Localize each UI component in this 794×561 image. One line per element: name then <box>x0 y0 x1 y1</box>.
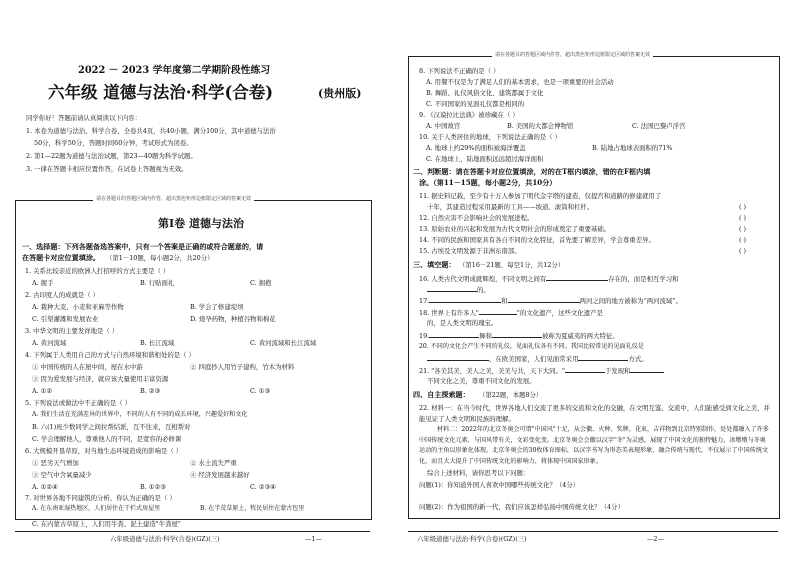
notice-heading: 同学你好！答题前请认真阅读以下内容： <box>26 114 142 122</box>
footer-title: 六年级道德与法治·科学(合卷)(GZ)(三) <box>110 535 220 543</box>
judge-item: 13. 原始农业的兴起和发展为古代文明社会的形成奠定了重要基础。 <box>419 225 611 233</box>
question: 10. 关于人类居住的地球，下列说法正确的是（ ） <box>419 133 562 141</box>
option: C. 不同国家的见面礼仪都是相同的 <box>426 100 525 108</box>
option: C. 法国巴黎卢浮宫 <box>632 122 686 130</box>
page-number: —1— <box>305 535 322 543</box>
notice-line: 2. 第1—22题为道德与法治试题，第23—40题为科学试题。 <box>26 152 197 160</box>
judge-item: 12. 自然灾害不会影响社会的发展进程。 <box>419 214 534 222</box>
problem-two: 问题(2)：作为祖国的新一代，我们应该怎样弘扬中国传统文化？（4分） <box>419 503 624 511</box>
question: 5. 下列说法或做法中不正确的是（ ） <box>25 399 132 407</box>
fill-item-cont: 不同文化之美，尊重不同文化的发展。 <box>427 377 536 385</box>
box-hint: 请在各题目的答题区域内作答，超出黑色矩形边框限定区域的答案无效 <box>492 53 653 58</box>
option: B. ①②③ <box>140 483 166 491</box>
section-title: 二、判断题：请在答题卡对应位置填涂，对的在T框内填涂，错的在F框内填 <box>413 167 651 176</box>
judge-item: 11. 据史料记载，至少有十万人参加了明代金字塔的建造，仅提宫和道路的修建就用了 <box>419 192 662 200</box>
option: C. 拥抱 <box>250 279 272 287</box>
exam-edition: (贵州版) <box>318 87 362 100</box>
option: A. 地球上约29%的面积被海洋覆盖 <box>426 144 526 152</box>
material-one: 22. 材料一：在当今时代，世界各地人们交流了更多的交流和文化的交融，在文明互鉴、交流中，人们能感受到文化之美，并能见证了人类文明和民族的理解。 <box>419 404 770 423</box>
option: C. ①③ <box>250 387 271 395</box>
option: B. 舞蹈、礼仪风俗文化、建筑都属于文化 <box>426 89 544 97</box>
footer-rule <box>15 531 370 532</box>
section-title-cont: 涂。（第11－15题，每小题2分，共10分） <box>419 178 557 187</box>
option: B. 美国的大都会博物馆 <box>507 122 574 130</box>
problem-one: 问题(1)：你知道外国人喜欢中国哪些传统文化？（4分） <box>419 481 580 489</box>
fill-item: 21. "各美其美，美人之美，美美与共，天下大同。" 于发现和 <box>419 367 664 374</box>
option: A. 中国故宫 <box>426 122 461 130</box>
fill-item-cont: 的，是人类文明的瑰宝。 <box>427 319 498 327</box>
option: ③ 空气中含氧量减少 <box>32 471 92 479</box>
option: ③ 因为爱发展与经济，就应该大量使用丰富资源 <box>32 375 169 383</box>
option: A. 用餐不仅是为了满足人们的基本需求，也是一项重要的社会活动 <box>426 78 614 86</box>
fill-item: 18. 世界上有许多人" "的文化遗产，这些文化遗产是 <box>419 309 603 317</box>
judge-bracket: ( ) <box>739 236 747 244</box>
option: B. ②③ <box>140 387 161 395</box>
material-two: 材料二：2022年的北京冬奥会可谓"中国风"十足，从会徽、火种、奖牌、花束，吉祥物到北京特别制作，处处都融入了许多中国传统文化元素，与国风带有关，文彩变化变。北京冬奥会会徽以汉字"冬"为灵感，展现了中国文化的独特魅力，冰墩墩与冬奥运动的主角以形象化体现。北京冬奥会的30枚体育图标，以汉字书写为形态美表现形象，融合传统与现代，不仅展示了中国传统文化，而且大大提升了中国传统文化的影响力，将体现中国国家形象。 <box>419 426 769 465</box>
option: C. 引渠灌溉和发展农业 <box>32 315 99 323</box>
option: C. 在内蒙古草原上，人们用牛粪、泥土建造"牛粪屋" <box>32 520 181 528</box>
option: C. 黄河流域和长江流域 <box>250 339 317 347</box>
footer-title: 六年级道德与法治·科学(合卷)(GZ)(三) <box>417 535 527 543</box>
question: 1. 关系比较亲近的欧洲人打招呼的方式主要是（ ） <box>25 267 170 275</box>
option: A. 栽种大麦、小麦和亚麻等作物 <box>32 303 124 311</box>
section-title-cont: 在答题卡对应位置填涂。 <box>22 253 101 262</box>
judge-bracket: ( ) <box>739 247 747 255</box>
option: D. 烧孕药物，种植谷物和棉花 <box>190 315 276 323</box>
fill-item: 17. 和 两河之间的地方被称为“两河流域”。 <box>419 297 682 305</box>
question: 8. 下列说法不正确的是（ ） <box>419 67 500 75</box>
option: C. 在地球上，陆地面积远远超过海洋面积 <box>426 155 544 163</box>
page-right <box>397 0 794 561</box>
question: 4. 下列属于人类用自己的方式与自然环境和谐相处的是（ ） <box>25 351 195 359</box>
notice-line: 1. 本卷为道德与法治、科学合卷，全卷共4页，共40小题，满分100分，其中道德与法治 <box>26 127 276 135</box>
option: A. ①②④ <box>32 483 58 491</box>
section-note: （第1－10题，每小题2分，共20分） <box>106 254 214 262</box>
section-note: （第16－21题，每空1分，共12分） <box>459 261 565 269</box>
page-number: —2— <box>647 535 664 543</box>
judge-bracket: ( ) <box>739 225 747 233</box>
option: A. 握手 <box>32 279 54 287</box>
footer-rule <box>408 531 778 532</box>
option: B. 行贴面礼 <box>140 279 175 287</box>
judge-bracket: ( ) <box>739 214 747 222</box>
option: B. 陆地占地球表面积的71% <box>592 144 673 152</box>
exam-title: 2022 － 2023 学年度第二学期阶段性练习 <box>78 65 271 76</box>
question: 9. 《汉谟拉比法典》被珍藏在（ ） <box>419 111 519 119</box>
option: A. 黄河流域 <box>32 339 67 347</box>
section-title: 四、自主探索题： <box>413 390 470 399</box>
notice-line: 50分，科学50分，答题时间60分钟，考试形式为闭卷。 <box>34 139 193 147</box>
section-title: 一、选择题：下列各题备选答案中，只有一个答案是正确的或符合题意的，请 <box>22 242 264 251</box>
option: ② 四庭抄人用竹子建构，竹木为材料 <box>190 363 295 371</box>
part-title: 第Ⅰ卷 道德与法治 <box>158 217 244 230</box>
notice-line: 3. 一律在答题卡相应位置作答，在试卷上答题视为无效。 <box>26 165 188 173</box>
option: ① 中国传统的人在屋中间，屋在水中游 <box>32 363 143 371</box>
question: 6. 大规模开垦草原，对当地生态环境造成的影响是（ ） <box>25 447 183 455</box>
fill-item-cont: ，在欧美国家，人们见面常采用 方式。 <box>427 355 648 362</box>
judge-item: 十年，其建造过程采用最新的工具——坡道、滚筒和杠杆。 <box>427 203 594 211</box>
option: C. ②③④ <box>250 483 276 491</box>
option: B. 六(1)班少数同学之间拉帮结派，互不往来，互相帮对 <box>32 423 191 431</box>
option: ② 水土流失严重 <box>190 459 237 467</box>
fill-item: 16. 人类古代文明成就辉煌，不同文明之间有 存在的，而是相互学习和 <box>419 275 679 283</box>
fill-item: 20. 不同的文化会产生不同的礼仪，见面礼仪各有不同。我国比较常见的见面礼仪是 <box>419 343 644 350</box>
fill-item-cont: 的。 <box>427 286 490 293</box>
section-title: 三、填空题： <box>413 260 456 269</box>
judge-item: 15. 古埃及文明发源于非洲东南部。 <box>419 247 521 255</box>
judge-item: 14. 不同的民族和国家具有各自不同的文化特征，首先要了解差异，学会尊重差异。 <box>419 236 655 244</box>
option: B. 长江流域 <box>140 339 175 347</box>
section-note: （第22题，本题8分） <box>479 391 543 399</box>
question: 2. 古印度人的成就是（ ） <box>25 291 100 299</box>
option: B. 在半荒草原上，牧民居住在蒙古包里 <box>200 505 305 512</box>
box-hint: 请在各题目的答题区域内作答，超出黑色矩形边框限定区域的答案无效 <box>93 197 254 202</box>
summary-prompt: 综合上述材料，请你思考以下问题： <box>427 469 530 477</box>
question: 3. 中华文明的主要发祥地是（ ） <box>25 327 119 335</box>
fill-item: 19. 舞和 被称为夏威夷的两大特征。 <box>419 332 619 340</box>
option: A. ①② <box>32 387 53 395</box>
option: A. 我们生活在充满差异的世界中，不同的人有不同的成长环境，兴趣爱好和文化 <box>32 411 248 418</box>
option: B. 学会了修建堤坝 <box>190 303 244 311</box>
option: C. 学会理解他人，尊重他人的不同，是宽容的必修课 <box>32 435 182 443</box>
option: A. 在东南亚湿热地区，人们居住在干栏式房屋里 <box>32 505 161 512</box>
exam-subject: 六年级 道德与法治·科学(合卷) <box>48 83 274 102</box>
option: ④ 经济发展越来越好 <box>190 471 250 479</box>
option: ① 恶劣天气增加 <box>32 459 79 467</box>
question: 7. 对世界各地不同建筑的分析，你认为正确的是（ ） <box>25 494 176 502</box>
judge-bracket: ( ) <box>739 203 747 211</box>
